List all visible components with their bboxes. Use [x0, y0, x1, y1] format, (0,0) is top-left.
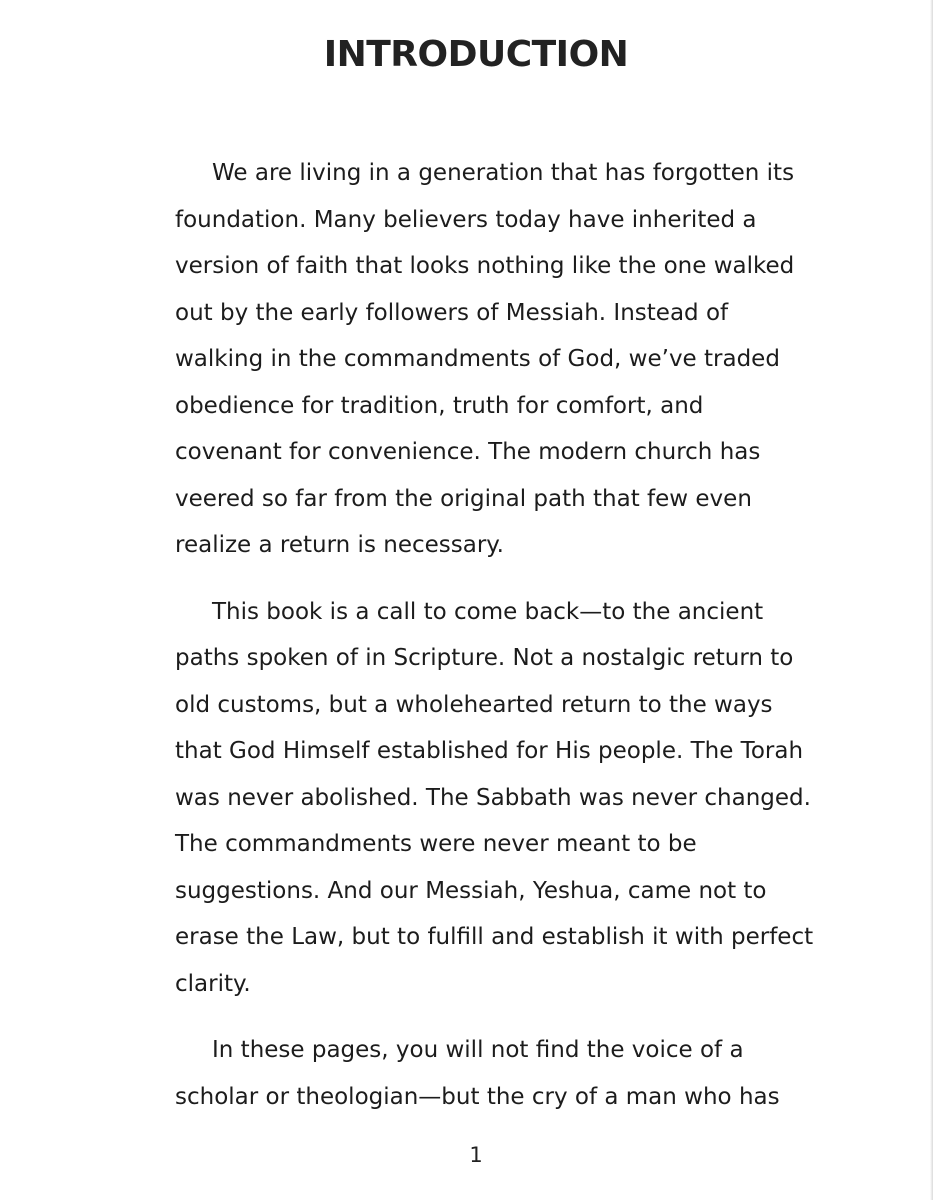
text-line: We are living in a generation that has forgotten its	[212, 160, 795, 186]
text-line: version of faith that looks nothing like the one walked	[175, 253, 795, 279]
text-line: In these pages, you will not find the voice of a	[212, 1037, 744, 1063]
body-text	[175, 150, 814, 1140]
text-line: veered so far from the original path that few even	[175, 485, 752, 512]
text-line: walking in the commandments of God, we’ve traded	[175, 346, 780, 372]
text-line: scholar or theologian—but the cry of a man who has	[175, 1083, 780, 1110]
text-line: foundation. Many believers today have inherited a	[175, 206, 757, 233]
paragraph-1	[175, 150, 795, 569]
text-line: realize a return is necessary.	[175, 532, 504, 558]
text-line: clarity.	[175, 970, 251, 997]
text-line: This book is a call to come back—to the ancient	[212, 598, 764, 625]
page-number: 1	[469, 1143, 483, 1167]
text-line: The commandments were never meant to be	[175, 831, 697, 857]
text-line: erase the Law, but to fulfill and establish it with perfect	[175, 924, 814, 950]
text-line: suggestions. And our Messiah, Yeshua, came not to	[175, 877, 767, 904]
text-line: covenant for convenience. The modern church has	[175, 439, 761, 465]
text-line: out by the early followers of Messiah. Instead of	[175, 299, 729, 326]
text-line: paths spoken of in Scripture. Not a nostalgic return to	[175, 645, 794, 671]
text-line: obedience for tradition, truth for comfort, and	[175, 392, 704, 419]
text-line: old customs, but a wholehearted return to the ways	[175, 691, 773, 718]
page-title: INTRODUCTION	[323, 34, 629, 75]
paragraph-2	[175, 589, 814, 1008]
paragraph-3	[175, 1027, 795, 1120]
text-line: that God Himself established for His people. The Torah	[175, 738, 804, 764]
text-line: was never abolished. The Sabbath was never changed.	[175, 784, 811, 811]
